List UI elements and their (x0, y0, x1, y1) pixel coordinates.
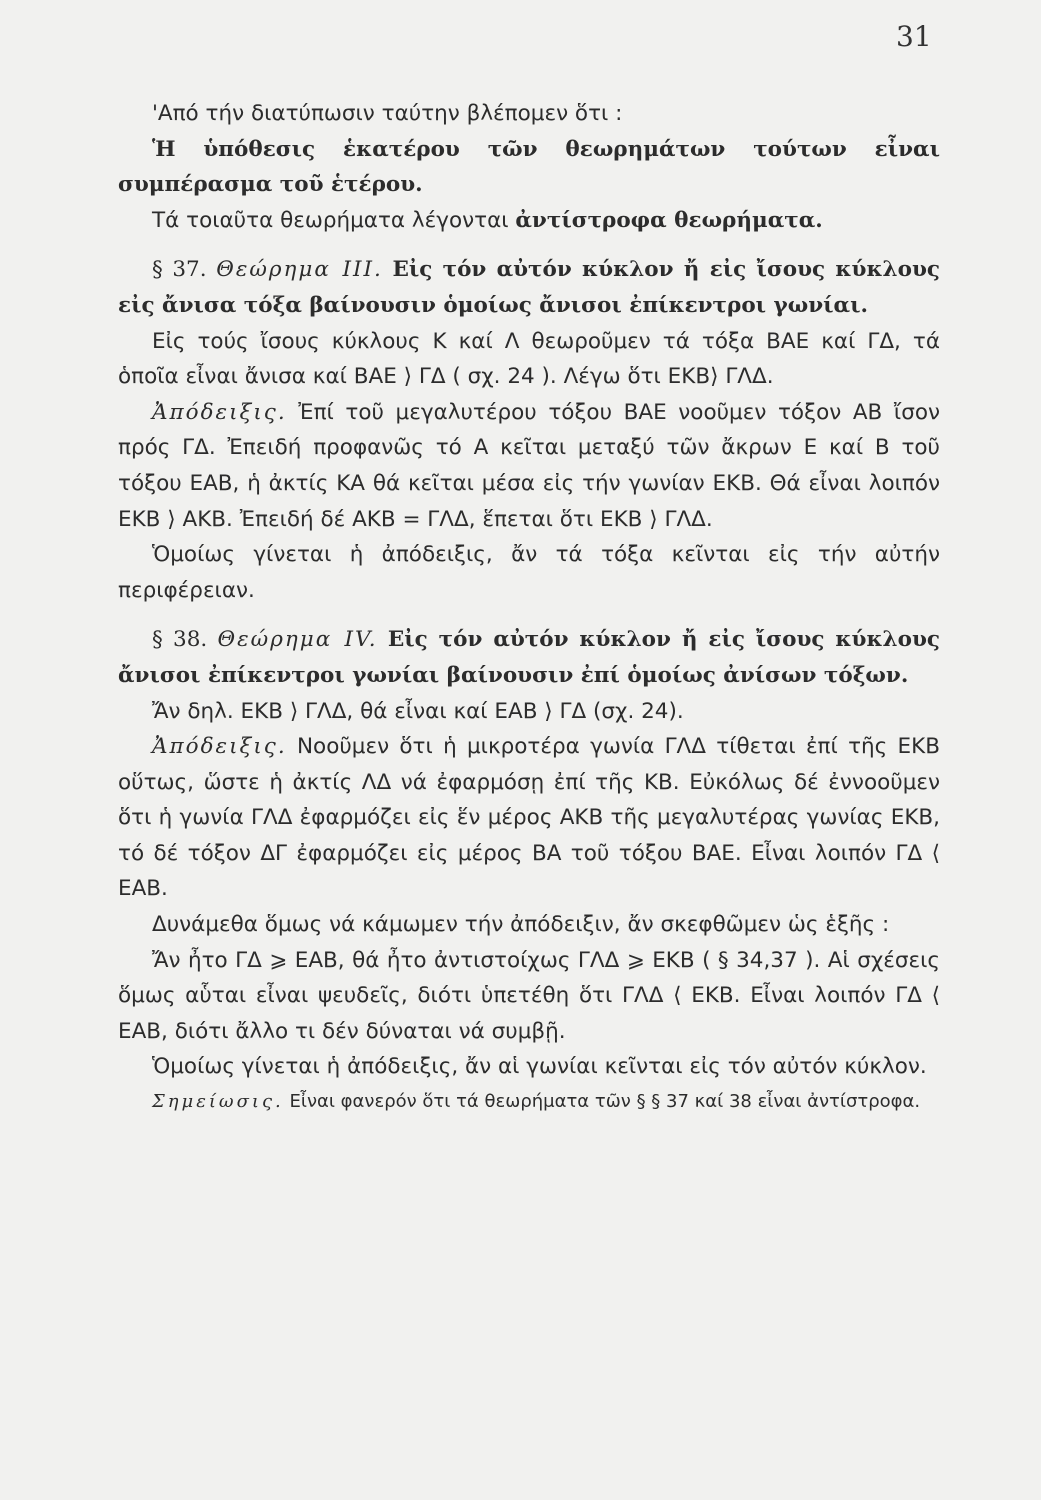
proof-text: Νοοῦμεν ὅτι ἡ μικροτέρα γωνία ΓΛΔ τίθεται ἐπί τῆς ΕΚΒ οὕτως, ὥστε ἡ ἀκτίς ΛΔ νά ἐφαρμόσῃ ἐπί τῆς ΚΒ. Εὐκόλως δέ ἐννοοῦμεν ὅτι ἡ γωνία ΓΛΔ ἐφαρμόζει εἰς ἕν μέρος ΑΚΒ τῆς μεγαλυτέρας γωνίας ΕΚΒ, τό δέ τόξον ΔΓ ἐφαρμόζει εἰς μέρος ΒΑ τοῦ τόξου ΒΑΕ. Εἶναι λοιπόν ΓΔ ⟨ ΕΑΒ. (118, 734, 940, 902)
page-number: 31 (896, 20, 932, 53)
paragraph-claim (118, 694, 940, 730)
defined-term: ἀντίστροφα θεωρήματα. (515, 207, 823, 233)
section-number: § 38. (152, 627, 208, 653)
paragraph-setup (118, 324, 940, 395)
theorem-38 (118, 622, 940, 693)
theorem-statement: Εἰς τόν αὐτόν κύκλον ἤ εἰς ἴσους κύκλους εἰς ἄνισα τόξα βαίνουσιν ὁμοίως ἄνισοι ἐπίκεντροι γωνίαι. (118, 257, 940, 318)
proof-label: Ἀπόδειξις. (152, 399, 287, 425)
bold-statement: Ἡ ὑπόθεσις ἑκατέρου τῶν θεωρημάτων τούτων εἶναι συμπέρασμα τοῦ ἑτέρου. (118, 136, 940, 198)
paragraph-text: Ὁμοίως γίνεται ἡ ἀπόδειξις, ἄν τά τόξα κεῖνται εἰς τήν αὐτήν περιφέρειαν. (118, 542, 940, 603)
paragraph-alternative (118, 907, 940, 943)
proof-label: Ἀπόδειξις. (152, 734, 287, 760)
paragraph-text: Εἰς τούς ἴσους κύκλους Κ καί Λ θεωροῦμεν τά τόξα ΒΑΕ καί ΓΔ, τά ὁποῖα εἶναι ἄνισα καί ΒΑΕ ⟩ ΓΔ ( σχ. 24 ). Λέγω ὅτι ΕΚΒ⟩ ΓΛΔ. (118, 328, 940, 390)
page-content (118, 96, 940, 1115)
paragraph-text: 'Από τήν διατύπωσιν ταύτην βλέπομεν ὅτι : (152, 101, 623, 126)
paragraph-remark (118, 537, 940, 608)
proof-37 (118, 395, 940, 537)
paragraph-text: Ἄν δηλ. ΕΚΒ ⟩ ΓΛΔ, θά εἶναι καί ΕΑΒ ⟩ ΓΔ (σχ. 24). (152, 698, 684, 724)
paragraph-text: Τά τοιαῦτα θεωρήματα λέγονται (152, 207, 516, 233)
paragraph-text: Ὁμοίως γίνεται ἡ ἀπόδειξις, ἄν αἱ γωνίαι κεῖνται εἰς τόν αὐτόν κύκλον. (152, 1054, 927, 1080)
theorem-label: Θεώρημα III. (216, 257, 383, 283)
note-label: Σημείωσις. (152, 1091, 284, 1113)
theorem-37 (118, 252, 940, 323)
paragraph-definition (118, 203, 940, 239)
paragraph-text: Ἄν ἦτο ΓΔ ⩾ ΕΑΒ, θά ἦτο ἀντιστοίχως ΓΛΔ ⩾ ΕΚΒ ( § 34,37 ). Αἱ σχέσεις ὅμως αὗται εἶναι ψευδεῖς, διότι ὑπετέθη ὅτι ΓΛΔ ⟨ ΕΚΒ. Εἶναι λοιπόν ΓΔ ⟨ ΕΑΒ, διότι ἄλλο τι δέν δύναται νά συμβῇ. (118, 947, 940, 1044)
proof-text: Ἐπί τοῦ μεγαλυτέρου τόξου ΒΑΕ νοοῦμεν τόξον ΑΒ ἴσον πρός ΓΔ. Ἐπειδή προφανῶς τό Α κεῖται μεταξύ τῶν ἄκρων Ε καί Β τοῦ τόξου ΕΑΒ, ἡ ἀκτίς ΚΑ θά κεῖται μέσα εἰς τήν γωνίαν ΕΚΒ. Θά εἶναι λοιπόν ΕΚΒ ⟩ ΑΚΒ. Ἐπειδή δέ ΑΚΒ = ΓΛΔ, ἕπεται ὅτι ΕΚΒ ⟩ ΓΛΔ. (118, 399, 940, 532)
paragraph-contradiction (118, 943, 940, 1050)
note-text: Εἶναι φανερόν ὅτι τά θεωρήματα τῶν § § 37 καί 38 εἶναι ἀντίστροφα. (283, 1091, 921, 1113)
paragraph-text: Δυνάμεθα ὅμως νά κάμωμεν τήν ἀπόδειξιν, ἄν σκεφθῶμεν ὡς ἑξῆς : (152, 912, 890, 938)
paragraph-conclusion (118, 132, 940, 203)
paragraph-remark (118, 1049, 940, 1085)
section-number: § 37. (152, 257, 207, 283)
theorem-statement: Εἰς τόν αὐτόν κύκλον ἤ εἰς ἴσους κύκλους ἄνισοι ἐπίκεντροι γωνίαι βαίνουσιν ἐπί ὁμοίως ἀνίσων τόξων. (118, 627, 940, 688)
proof-38 (118, 729, 940, 907)
paragraph-intro (118, 96, 940, 132)
footnote (118, 1089, 940, 1115)
theorem-label: Θεώρημα IV. (217, 627, 378, 653)
